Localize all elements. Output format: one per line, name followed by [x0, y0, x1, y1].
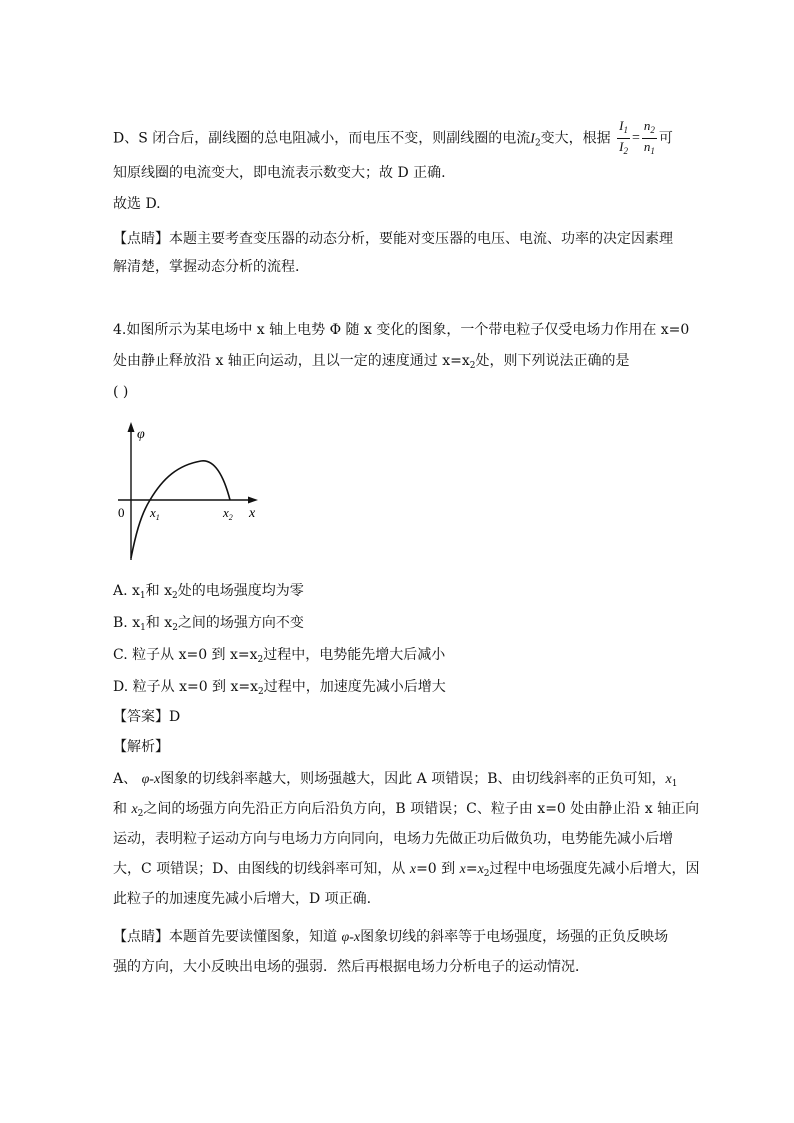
text: D. 粒子从 x=0 到 x=x [113, 679, 259, 695]
fraction-turns-ratio [642, 118, 657, 159]
analysis-line-2 [113, 799, 699, 824]
option-b [113, 613, 304, 638]
analysis-title: 【解析】 [113, 739, 169, 755]
text: = [465, 861, 478, 877]
text: A. x [113, 583, 140, 599]
equals-sign: = [631, 130, 640, 146]
potential-curve [131, 461, 230, 558]
subscript: 1 [139, 591, 146, 601]
subscript: 1 [650, 146, 655, 156]
text: 和 x [145, 583, 172, 599]
choose-line: 故选 D. [113, 196, 161, 212]
text: 处由静止释放沿 x 轴正向运动，且以一定的速度通过 x=x [113, 353, 470, 369]
text: A、 [113, 771, 142, 787]
x-symbol: x [665, 772, 672, 787]
denominator: n [643, 139, 651, 154]
option-d [113, 677, 446, 702]
subscript: 2 [172, 623, 178, 633]
x-symbol: x [131, 802, 138, 817]
text: 变大，根据 [540, 130, 611, 147]
x-symbol: x [477, 862, 484, 877]
subscript: 2 [258, 687, 264, 697]
subscript: 1 [623, 125, 628, 135]
x-axis-arrow [248, 497, 258, 504]
option-c [113, 645, 445, 670]
analysis-line-3: 运动，表明粒子运动方向与电场力方向同向，电场力先做正功后做负功，电势能先减小后增 [113, 831, 673, 847]
x1-label: $x_1$ [150, 505, 160, 522]
comment-line-3 [113, 927, 668, 948]
text: 过程中，电势能先增大后减小 [263, 647, 446, 663]
text: 图象的切线斜率越大，则场强越大，因此 A 项错误；B、由切线斜率的正负可知， [160, 771, 666, 787]
subscript: 2 [469, 361, 476, 371]
analysis-line-1 [113, 769, 677, 794]
text: D、S 闭合后，副线圈的总电阻减小，而电压不变，则副线圈的电流 [113, 130, 531, 147]
x-symbol: x [459, 862, 466, 877]
comment-line-1: 【点睛】本题主要考查变压器的动态分析，要能对变压器的电压、电流、功率的决定因素理 [113, 231, 673, 247]
text: 和 [113, 801, 132, 817]
section-d-line-1 [113, 118, 673, 159]
text: 处的电场强度均为零 [177, 583, 304, 599]
text: 过程中，加速度先减小后增大 [263, 679, 446, 695]
phi-x-symbol: φ-x [141, 772, 161, 787]
current-symbol: I [530, 131, 535, 147]
x-symbol: x [409, 862, 417, 877]
subscript: 2 [483, 869, 490, 879]
subscript: 2 [172, 591, 178, 601]
origin-label: 0 [118, 505, 125, 520]
subscript: 1 [671, 779, 678, 789]
text: 之间的场强方向不变 [177, 615, 304, 631]
phi-x-symbol: φ-x [341, 930, 361, 945]
option-a [113, 581, 304, 606]
text: 和 x [145, 615, 173, 631]
text: C. 粒子从 x=0 到 x=x [113, 647, 258, 663]
analysis-line-5: 此粒子的加速度先减小后增大，D 项正确. [113, 891, 372, 907]
y-axis-arrow [128, 422, 135, 432]
analysis-line-4 [113, 859, 700, 884]
comment-line-2: 解清楚，掌握动态分析的流程. [113, 259, 300, 275]
text: B. x [113, 615, 141, 631]
answer-parentheses: ( ) [113, 384, 129, 400]
denominator: I [619, 139, 624, 154]
subscript: 2 [257, 655, 264, 665]
answer-line: 【答案】D [113, 709, 181, 725]
subscript: 2 [623, 146, 628, 156]
fraction-current-ratio [617, 118, 630, 159]
section-d-line-2: 知原线圈的电流变大，即电流表示数变大；故 D 正确. [113, 165, 446, 181]
x-axis-label: x [249, 506, 256, 521]
comment-line-4: 强的方向，大小反映出电场的强弱．然后再根据电场力分析电子的运动情况． [113, 959, 589, 975]
numerator: n [643, 118, 651, 133]
x2-label: $x_2$ [223, 505, 233, 522]
text: =0 到 [416, 861, 460, 877]
subscript: 2 [137, 809, 144, 819]
question-stem-2 [113, 351, 630, 376]
text: 【点睛】本题首先要读懂图象，知道 [113, 929, 342, 945]
subscript: 2 [650, 125, 655, 135]
text: 过程中电场强度先减小后增大，因 [489, 861, 700, 877]
text: 之间的场强方向先沿正方向后沿负方向，B 项错误；C、粒子由 x=0 处由静止沿 x 轴正向 [143, 801, 700, 817]
text: 处，则下列说法正确的是 [475, 353, 630, 369]
subscript: 2 [534, 138, 541, 149]
numerator: I [619, 118, 624, 133]
text: 可 [658, 130, 673, 147]
text: 大，C 项错误；D、由图线的切线斜率可知，从 [113, 861, 410, 877]
text: 图象切线的斜率等于电场强度，场强的正负反映场 [360, 929, 669, 945]
y-axis-label: φ [137, 427, 145, 442]
question-stem-1: 4.如图所示为某电场中 x 轴上电势 Φ 随 x 变化的图象，一个带电粒子仅受电场力作用在 x=0 [113, 322, 690, 338]
subscript: 1 [140, 623, 146, 633]
potential-graph [118, 420, 278, 570]
